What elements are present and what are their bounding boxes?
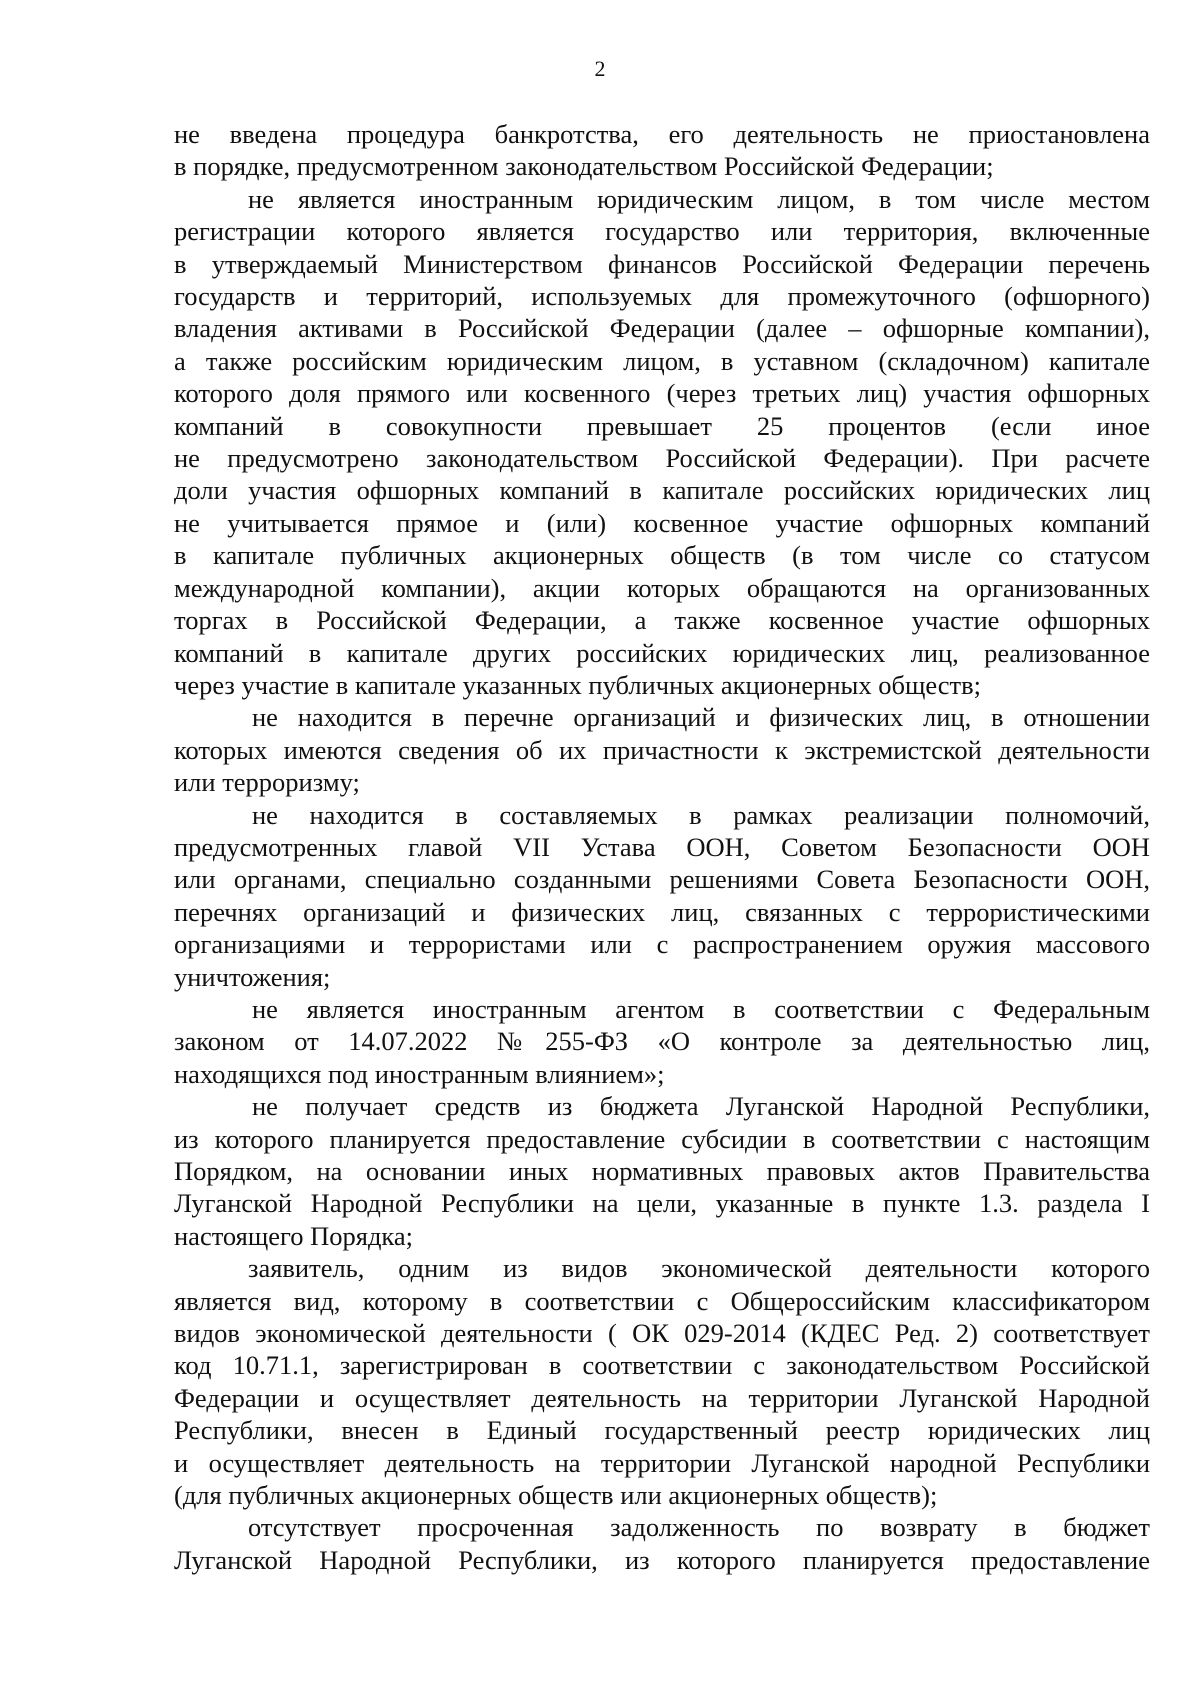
text-line: Республики, внесен в Единый государственный реестр юридических лиц [174,1415,1150,1446]
text-line: предусмотренных главой VII Устава ООН, Советом Безопасности ООН [174,831,1150,862]
text-line: организациями и террористами или с распространением оружия массового [174,929,1150,960]
text-line: из которого планируется предоставление субсидии в соответствии с настоящим [174,1123,1150,1154]
text-line: законом от 14.07.2022 №255-ФЗ «О контроле за деятельностью лиц, [174,1026,1150,1057]
text-line: Луганской Народной Республики, из которого планируется предоставление [174,1544,1150,1575]
text-line: Порядком, на основании иных нормативных правовых актов Правительства [174,1156,1150,1186]
paragraph-un-lists [174,799,1150,993]
text-line: заявитель, одним из видов экономической деятельности которого [248,1253,1150,1284]
text-line: не находится в перечне организаций и физических лиц, в отношении [252,702,1150,733]
text-line: в утверждаемый Министерством финансов Российской Федерации перечень [174,248,1150,279]
text-line: является вид, которому в соответствии с Общероссийским классификатором [174,1285,1150,1316]
text-line: или органами, специально созданными решениями Совета Безопасности ООН, [174,864,1150,895]
paragraph-foreign-agent [174,993,1150,1090]
text-line: настоящего Порядка; [174,1220,414,1251]
text-line: доли участия офшорных компаний в капитале российских юридических лиц [174,475,1150,506]
page-number: 2 [594,56,606,81]
text-line: в капитале публичных акционерных обществ (в том числе со статусом [174,540,1150,571]
text-line: государств и территорий, используемых для промежуточного (офшорного) [174,281,1150,312]
text-line: через участие в капитале указанных публичных акционерных обществ; [174,669,982,700]
text-line: в порядке, предусмотренном законодательством Российской Федерации; [174,151,994,182]
text-line: перечнях организаций и физических лиц, связанных с террористическими [174,896,1150,927]
text-line: не введена процедура банкротства, его деятельность не приостановлена [174,119,1150,149]
text-line: не находится в составляемых в рамках реализации полномочий, [252,799,1150,830]
text-line: компаний в капитале других российских юридических лиц, реализованное [174,637,1150,668]
text-line: не является иностранным юридическим лицом, в том числе местом [248,183,1150,214]
paragraph-extremism-list [174,701,1150,798]
text-line: не учитывается прямое и (или) косвенное участие офшорных компаний [174,507,1150,538]
text-line: которых имеются сведения об их причастности к экстремистской деятельности [174,734,1150,765]
text-line: (для публичных акционерных обществ или акционерных обществ); [174,1480,938,1511]
text-line: Федерации и осуществляет деятельность на территории Луганской Народной [174,1382,1150,1413]
paragraph-applicant-activity [174,1252,1150,1511]
text-line: торгах в Российской Федерации, а также косвенное участие офшорных [174,605,1150,636]
text-line: уничтожения; [174,961,331,992]
paragraph-budget-funds [174,1090,1150,1252]
text-line: код 10.71.1, зарегистрирован в соответствии с законодательством Российской [174,1350,1150,1381]
text-line: не является иностранным агентом в соответствии с Федеральным [252,993,1150,1024]
text-line: или терроризму; [174,767,360,798]
text-line: международной компании), акции которых обращаются на организованных [174,572,1150,603]
text-line: регистрации которого является государство или территория, включенные [174,216,1150,247]
paragraph-overdue-debt [174,1511,1150,1576]
text-line: не предусмотрено законодательством Российской Федерации). При расчете [174,443,1150,474]
paragraph-bankruptcy [174,118,1150,183]
text-line: видов экономической деятельности ( ОК 029-2014 (КДЕС Ред. 2) соответствует [174,1318,1150,1349]
paragraph-foreign-entity [174,183,1150,702]
text-line: Луганской Народной Республики на цели, указанные в пункте 1.3. раздела I [174,1188,1150,1219]
text-line: а также российским юридическим лицом, в уставном (складочном) капитале [174,345,1150,376]
text-line: отсутствует просроченная задолженность по возврату в бюджет [248,1512,1150,1543]
text-line: не получает средств из бюджета Луганской Народной Республики, [252,1091,1150,1122]
text-line: которого доля прямого или косвенного (через третьих лиц) участия офшорных [174,378,1150,409]
document-body [174,118,1150,1576]
text-line: находящихся под иностранным влиянием»; [174,1058,665,1089]
text-line: владения активами в Российской Федерации (далее – офшорные компании), [174,313,1150,344]
text-line: и осуществляет деятельность на территории Луганской народной Республики [174,1447,1150,1478]
text-line: компаний в совокупности превышает 25 процентов (если иное [174,410,1150,441]
